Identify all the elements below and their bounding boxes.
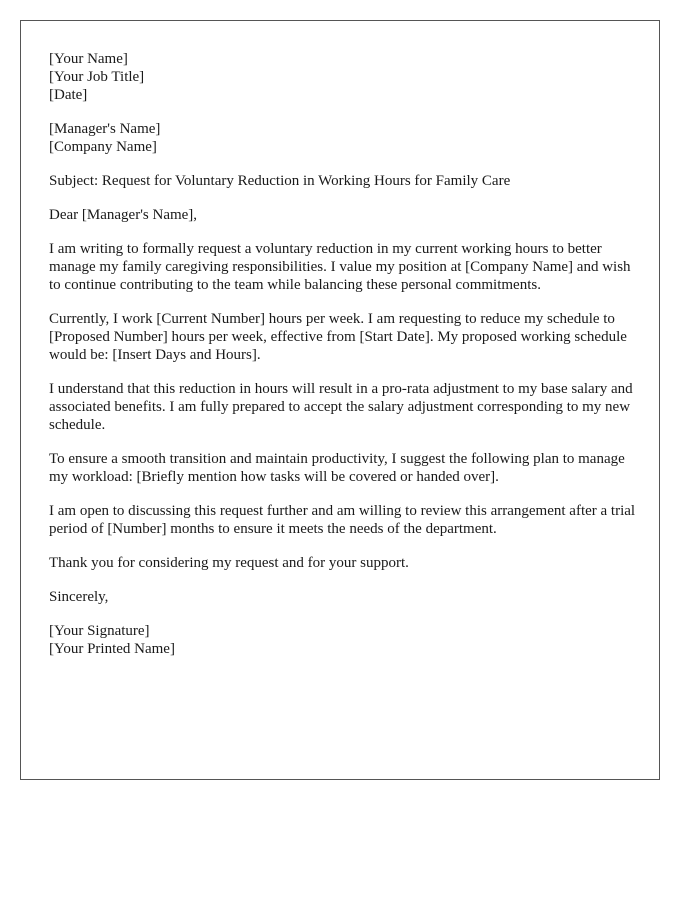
letter-page — [20, 20, 660, 780]
recipient-company-name: [Company Name] — [49, 139, 157, 155]
signature-placeholder: [Your Signature] — [49, 623, 150, 639]
paragraph-review: I am open to discussing this request further and am willing to review this arrangement after a trial period of [Number] months to ensure it meets the needs of the department. — [49, 503, 636, 537]
printed-name: [Your Printed Name] — [49, 641, 175, 657]
letter-body — [49, 50, 639, 658]
letter-date: [Date] — [49, 87, 88, 103]
paragraph-thanks: Thank you for considering my request and for your support. — [49, 555, 409, 571]
recipient-manager-name: [Manager's Name] — [49, 121, 161, 137]
signature-block — [49, 622, 639, 658]
paragraph-salary: I understand that this reduction in hours will result in a pro-rata adjustment to my base salary and associated benefits. I am fully prepared to accept the salary adjustment corresponding to my new schedule. — [49, 381, 633, 433]
closing: Sincerely, — [49, 589, 109, 605]
paragraph-workload: To ensure a smooth transition and maintain productivity, I suggest the following plan to manage my workload: [Briefly mention how tasks will be covered or handed over]. — [49, 451, 625, 485]
sender-name: [Your Name] — [49, 51, 128, 67]
paragraph-purpose: I am writing to formally request a voluntary reduction in my current working hours to better manage my family caregiving responsibilities. I value my position at [Company Name] and wish to continue contributing to the team while balancing these personal commitments. — [49, 241, 631, 293]
subject-line: Subject: Request for Voluntary Reduction in Working Hours for Family Care — [49, 173, 511, 189]
sender-block — [49, 50, 639, 104]
sender-job-title: [Your Job Title] — [49, 69, 145, 85]
recipient-block — [49, 120, 639, 156]
salutation: Dear [Manager's Name], — [49, 207, 198, 223]
paragraph-schedule: Currently, I work [Current Number] hours per week. I am requesting to reduce my schedule to [Proposed Number] hours per week, effective from [Start Date]. My proposed working schedule would be: [Insert Days and Hours]. — [49, 311, 627, 363]
